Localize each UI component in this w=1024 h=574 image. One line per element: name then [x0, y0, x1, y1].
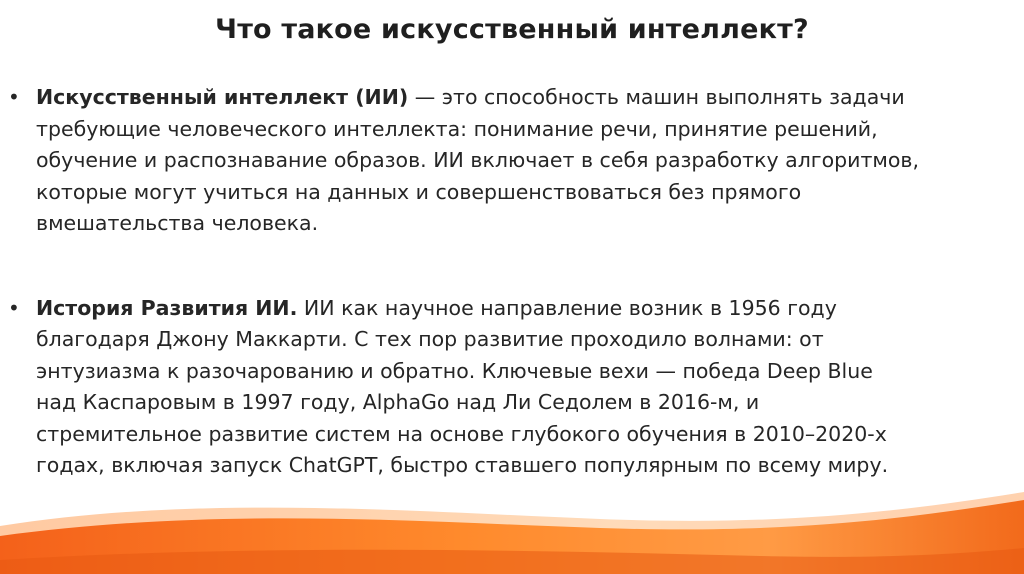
- slide-title: Что такое искусственный интеллект?: [215, 14, 809, 45]
- bullet-line: вмешательства человека.: [36, 211, 319, 235]
- bullet-line: над Каспаровым в 1997 году, AlphaGo над Ли Седолем в 2016-м, и: [36, 390, 760, 414]
- bullet-definition: [0, 82, 996, 240]
- bullet-line: требующие человеческого интеллекта: понимание речи, принятие решений,: [36, 116, 878, 141]
- bullet-text: ИИ как научное направление возник в 1956 году: [297, 295, 837, 320]
- bullet-line: обучение и распознавание образов. ИИ включает в себя разработку алгоритмов,: [36, 148, 920, 172]
- bullet-marker: •: [8, 295, 20, 320]
- bullet-history: [0, 293, 996, 482]
- bullet-line: [36, 82, 996, 114]
- bullet-line: которые могут учиться на данных и совершенствоваться без прямого: [36, 179, 802, 204]
- slide-content: [0, 82, 1024, 482]
- bullet-marker: •: [8, 85, 20, 109]
- bullet-line: годах, включая запуск ChatGPT, быстро ставшего популярным по всему миру.: [36, 453, 889, 477]
- bullet-line: стремительное развитие систем на основе глубокого обучения в 2010–2020-х: [36, 421, 887, 446]
- bullet-line: благодаря Джону Маккарти. С тех пор развитие проходило волнами: от: [36, 327, 824, 351]
- bullet-lead: Искусственный интеллект (ИИ): [36, 85, 409, 109]
- bullet-line: энтузиазма к разочарованию и обратно. Ключевые вехи — победа Deep Blue: [36, 358, 873, 383]
- bullet-lead: История Развития ИИ.: [36, 295, 298, 320]
- bullet-line: [36, 293, 996, 325]
- bullet-text: — это способность машин выполнять задачи: [408, 85, 905, 109]
- decorative-wave: [0, 464, 1024, 574]
